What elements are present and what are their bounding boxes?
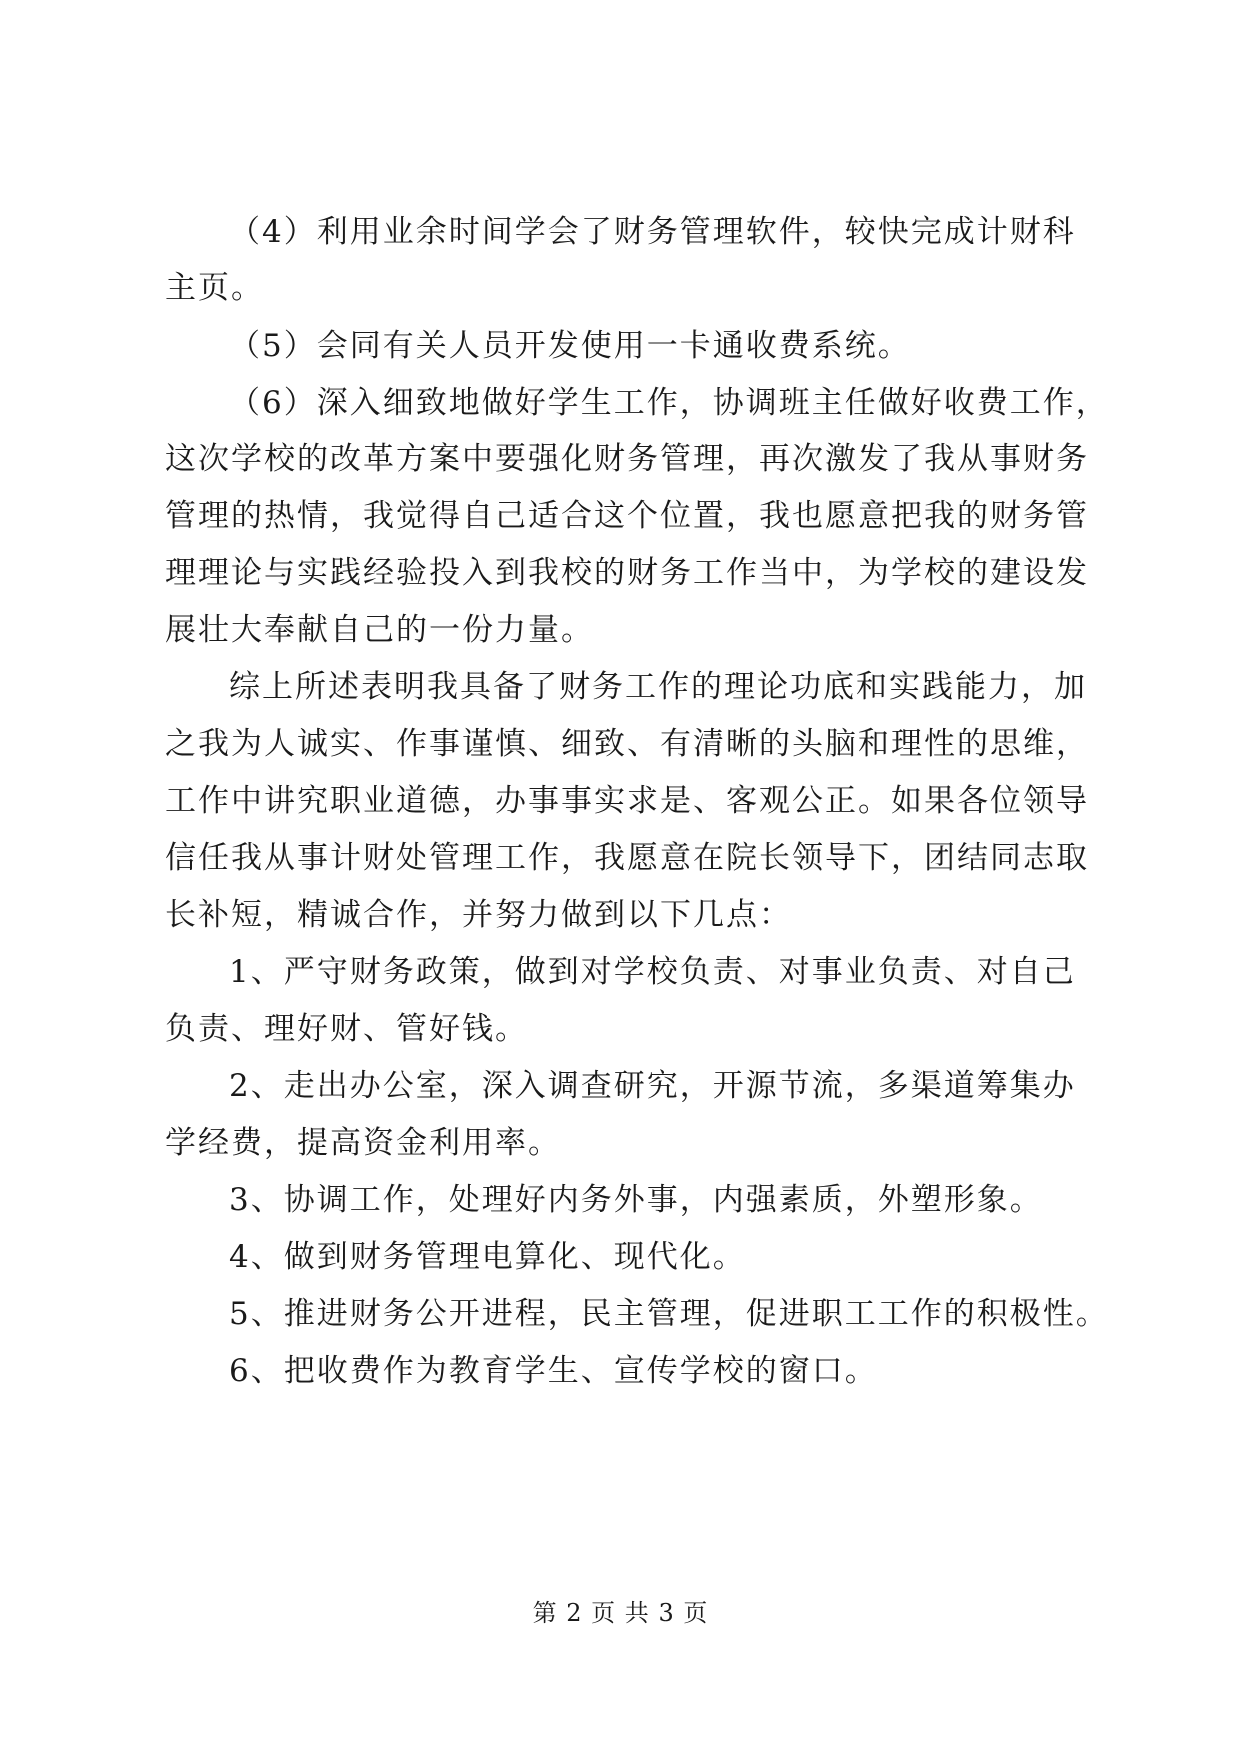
paragraph-line: 展壮大奉献自己的一份力量。 — [165, 612, 594, 648]
list-item-line: 1、严守财务政策，做到对学校负责、对事业负责、对自己 — [229, 954, 1076, 990]
list-item-line: 负责、理好财、管好钱。 — [165, 1011, 528, 1047]
list-item-line: 学经费，提高资金利用率。 — [165, 1125, 561, 1161]
list-item-line: 4、做到财务管理电算化、现代化。 — [229, 1239, 746, 1275]
paragraph-line: 管理的热情，我觉得自己适合这个位置，我也愿意把我的财务管 — [165, 498, 1089, 534]
list-item-line: 5、推进财务公开进程，民主管理，促进职工工作的积极性。 — [229, 1296, 1109, 1332]
paragraph-line: 长补短，精诚合作，并努力做到以下几点： — [165, 897, 792, 933]
paragraph-line: 信任我从事计财处管理工作，我愿意在院长领导下，团结同志取 — [165, 840, 1089, 876]
paragraph-line: 理理论与实践经验投入到我校的财务工作当中，为学校的建设发 — [165, 555, 1089, 591]
list-item-line: 2、走出办公室，深入调查研究，开源节流，多渠道筹集办 — [229, 1068, 1076, 1104]
paragraph-line: 工作中讲究职业道德，办事事实求是、客观公正。如果各位领导 — [165, 783, 1089, 819]
paragraph-line: 主页。 — [165, 270, 264, 306]
paragraph-line: 综上所述表明我具备了财务工作的理论功底和实践能力，加 — [229, 669, 1087, 705]
paragraph-line: （4）利用业余时间学会了财务管理软件，较快完成计财科 — [229, 214, 1076, 250]
page-number-footer: 第 2 页 共 3 页 — [532, 1599, 709, 1627]
paragraph-line: （6）深入细致地做好学生工作，协调班主任做好收费工作， — [229, 385, 1109, 421]
paragraph-line: 之我为人诚实、作事谨慎、细致、有清晰的头脑和理性的思维， — [165, 726, 1089, 762]
paragraph-line: （5）会同有关人员开发使用一卡通收费系统。 — [229, 328, 911, 364]
list-item-line: 6、把收费作为教育学生、宣传学校的窗口。 — [229, 1353, 878, 1389]
list-item-line: 3、协调工作，处理好内务外事，内强素质，外塑形象。 — [229, 1182, 1043, 1218]
paragraph-line: 这次学校的改革方案中要强化财务管理，再次激发了我从事财务 — [165, 441, 1089, 477]
